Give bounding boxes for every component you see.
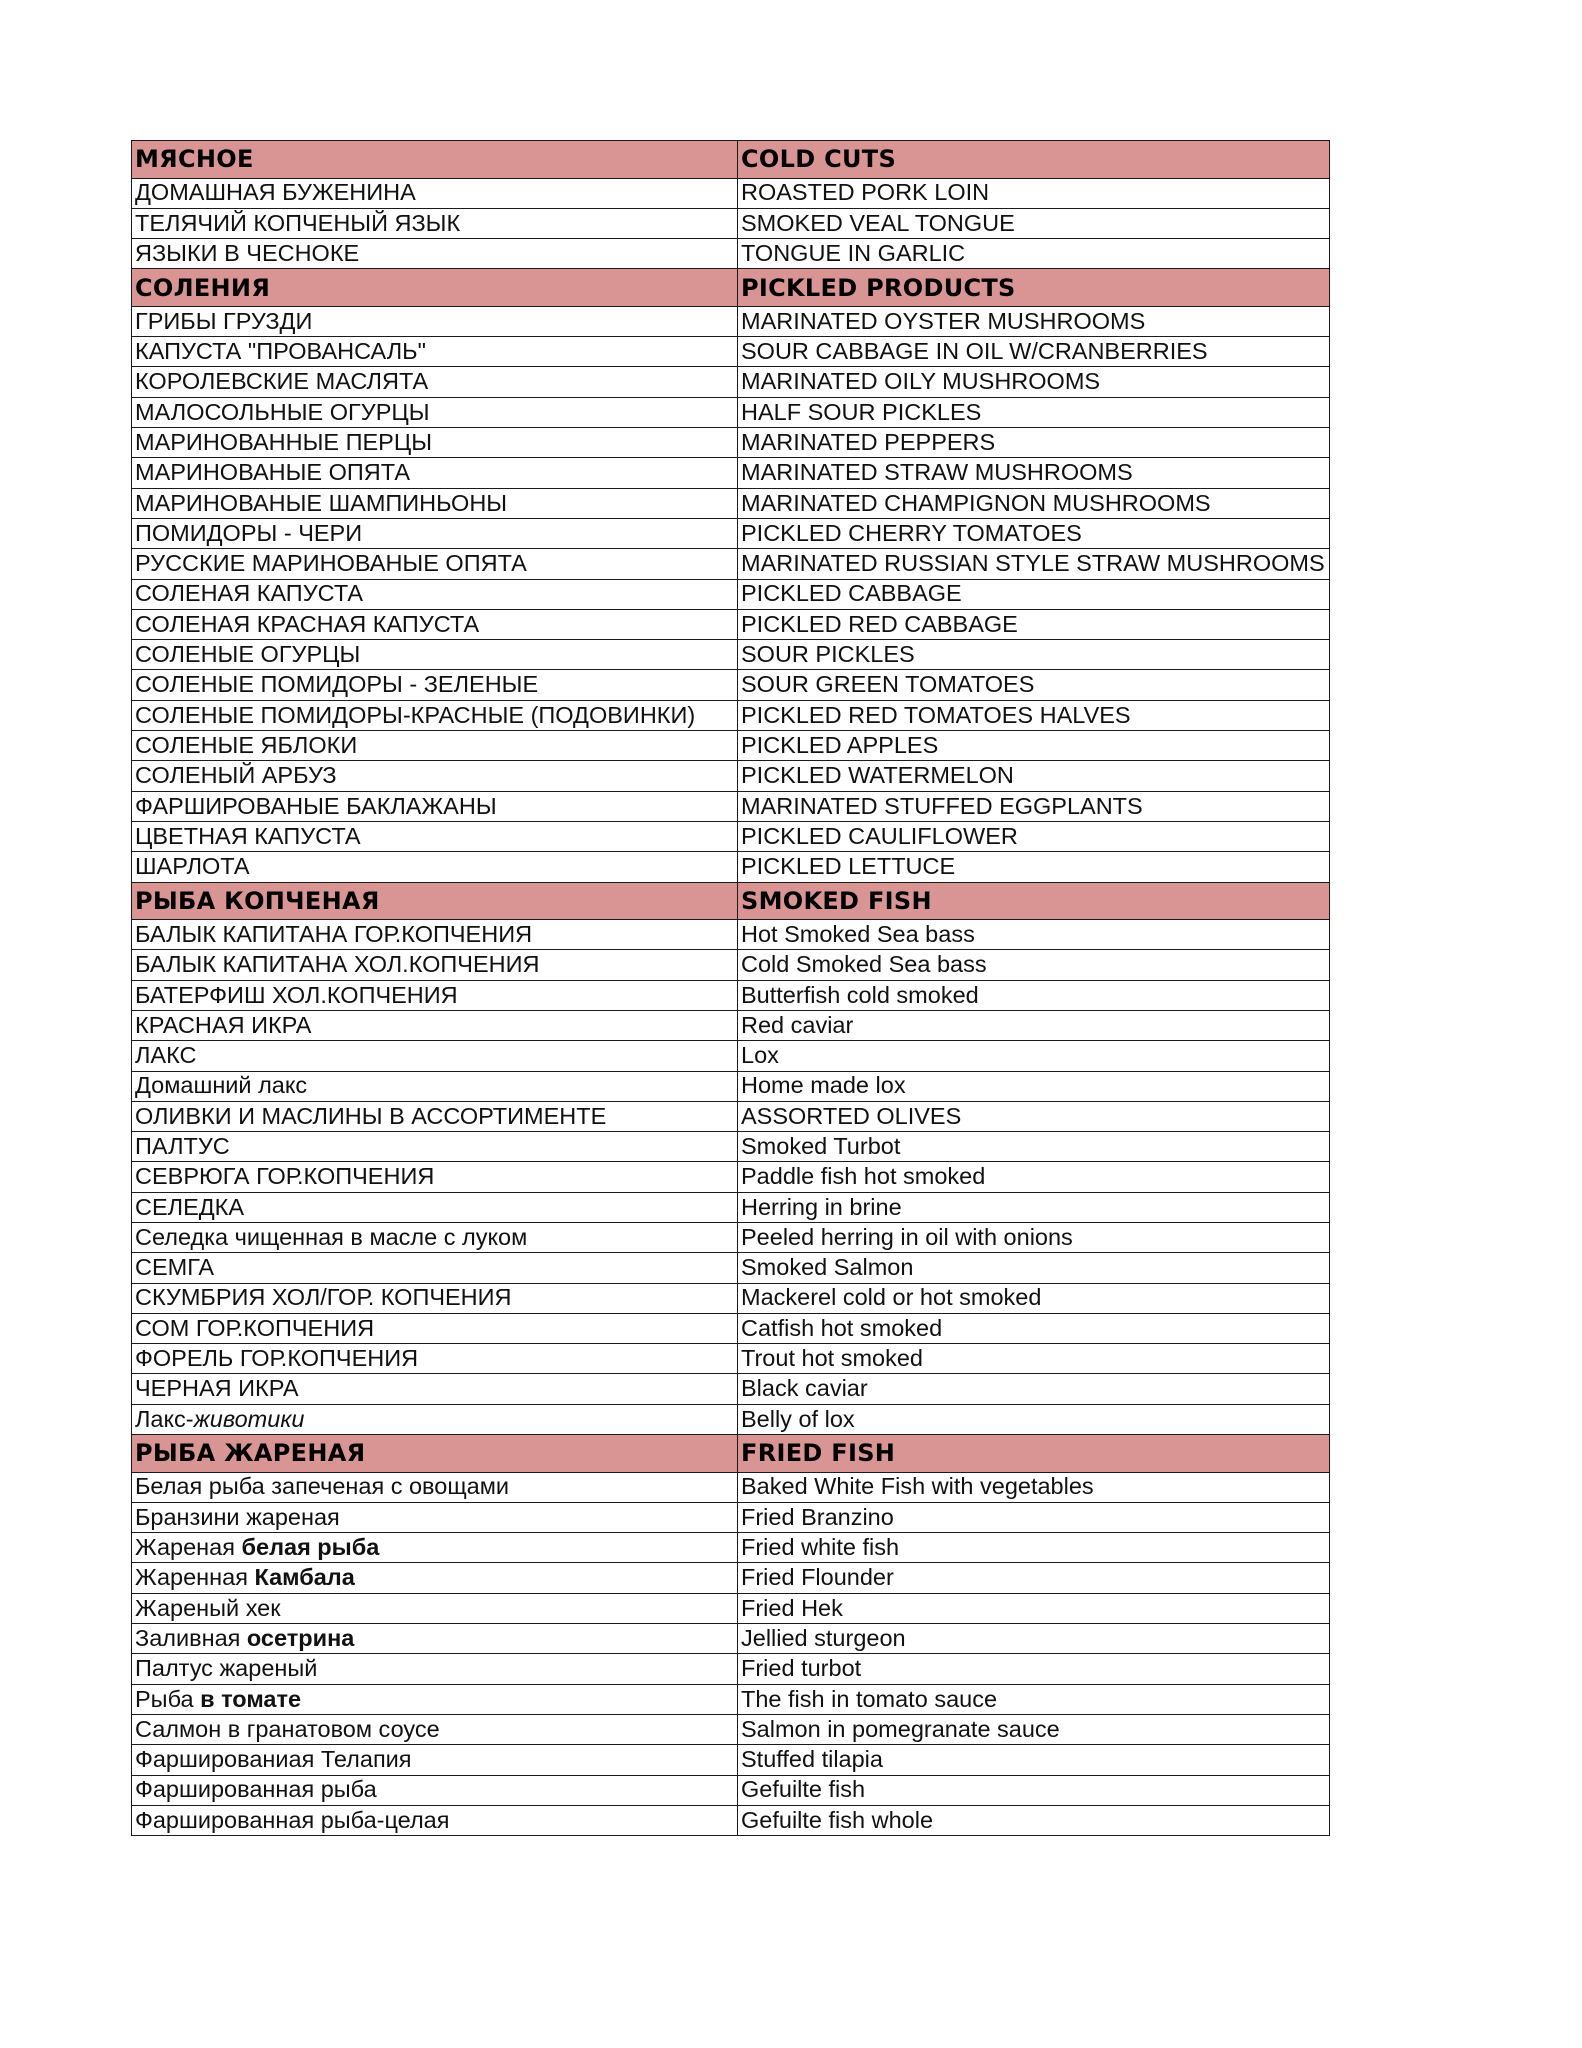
item-name-ru-segment: Салмон в гранатовом соусе — [135, 1715, 440, 1742]
item-name-en: Fried Hek — [738, 1593, 1330, 1623]
table-row — [132, 178, 1330, 208]
table-row — [132, 208, 1330, 238]
item-name-ru-segment: ПАЛТУС — [135, 1133, 230, 1159]
table-row — [132, 1374, 1330, 1404]
item-name-ru — [132, 821, 738, 851]
item-name-ru-segment: СОЛЕНАЯ КАПУСТА — [135, 580, 364, 607]
section-title-en: COLD CUTS — [738, 141, 1330, 179]
table-row — [132, 1684, 1330, 1714]
table-row — [132, 518, 1330, 548]
table-row — [132, 1533, 1330, 1563]
item-name-ru-segment: КОРОЛЕВСКИЕ МАСЛЯТА — [135, 368, 429, 395]
table-row — [132, 852, 1330, 882]
table-row — [132, 1101, 1330, 1131]
item-name-ru — [132, 1714, 738, 1744]
table-row — [132, 920, 1330, 950]
item-name-ru-segment: ЦВЕТНАЯ КАПУСТА — [135, 822, 361, 849]
item-name-ru — [132, 178, 738, 208]
item-name-ru — [132, 609, 738, 639]
table-row — [132, 1041, 1330, 1071]
item-name-en: Gefuilte fish — [738, 1775, 1330, 1805]
item-name-ru-segment: МАРИНОВАНЫЕ ШАМПИНЬОНЫ — [135, 489, 508, 516]
table-row — [132, 428, 1330, 458]
item-name-en: PICKLED RED TOMATOES HALVES — [738, 700, 1330, 730]
item-name-en: SOUR PICKLES — [738, 640, 1330, 670]
item-name-ru-segment: Палтус жареный — [135, 1655, 318, 1682]
table-row — [132, 367, 1330, 397]
item-name-en: Cold Smoked Sea bass — [738, 950, 1330, 980]
item-name-en: MARINATED STRAW MUSHROOMS — [738, 458, 1330, 488]
section-title-ru: РЫБА ЖАРЕНАЯ — [132, 1435, 738, 1473]
item-name-ru-segment: ЛАКС — [135, 1042, 197, 1069]
item-name-en: PICKLED CAULIFLOWER — [738, 821, 1330, 851]
item-name-en: Fried Branzino — [738, 1502, 1330, 1532]
item-name-ru-segment: Заливная — [135, 1624, 247, 1651]
table-row — [132, 1313, 1330, 1343]
item-name-en: Smoked Salmon — [738, 1253, 1330, 1283]
table-row — [132, 458, 1330, 488]
item-name-ru — [132, 208, 738, 238]
item-name-en: Home made lox — [738, 1071, 1330, 1101]
item-name-en: Gefuilte fish whole — [738, 1805, 1330, 1835]
item-name-en: Fried white fish — [738, 1533, 1330, 1563]
item-name-ru — [132, 1404, 738, 1434]
item-name-en: Peeled herring in oil with onions — [738, 1223, 1330, 1253]
section-title-en: FRIED FISH — [738, 1435, 1330, 1473]
item-name-ru — [132, 1374, 738, 1404]
item-name-ru — [132, 1533, 738, 1563]
item-name-ru — [132, 367, 738, 397]
item-name-ru — [132, 1502, 738, 1532]
table-row — [132, 821, 1330, 851]
table-row — [132, 731, 1330, 761]
item-name-en: HALF SOUR PICKLES — [738, 397, 1330, 427]
item-name-ru-segment: ТЕЛЯЧИЙ КОПЧЕНЫЙ ЯЗЫК — [135, 209, 461, 236]
item-name-en: PICKLED LETTUCE — [738, 852, 1330, 882]
item-name-ru-segment: Домашний лакс — [135, 1072, 308, 1099]
item-name-ru — [132, 488, 738, 518]
item-name-ru — [132, 1162, 738, 1192]
item-name-ru — [132, 1253, 738, 1283]
item-name-ru — [132, 428, 738, 458]
item-name-ru — [132, 1041, 738, 1071]
item-name-en: MARINATED OYSTER MUSHROOMS — [738, 306, 1330, 336]
item-name-ru — [132, 1132, 738, 1162]
section-title-en: PICKLED PRODUCTS — [738, 269, 1330, 307]
item-name-en: Black caviar — [738, 1374, 1330, 1404]
item-name-en: Catfish hot smoked — [738, 1313, 1330, 1343]
table-row — [132, 397, 1330, 427]
item-name-ru-segment: ЧЕРНАЯ ИКРА — [135, 1375, 299, 1402]
item-name-en: Jellied sturgeon — [738, 1624, 1330, 1654]
table-row — [132, 670, 1330, 700]
table-row — [132, 640, 1330, 670]
table-row — [132, 306, 1330, 336]
item-name-ru — [132, 1313, 738, 1343]
section-title-ru: СОЛЕНИЯ — [132, 269, 738, 307]
table-row — [132, 1472, 1330, 1502]
item-name-ru-segment: Камбала — [254, 1564, 355, 1591]
item-name-ru — [132, 670, 738, 700]
item-name-ru — [132, 239, 738, 269]
item-name-ru-segment: Жаренная — [135, 1564, 255, 1591]
item-name-ru-segment: Бранзини жареная — [135, 1503, 340, 1530]
table-row — [132, 1805, 1330, 1835]
item-name-en: Red caviar — [738, 1010, 1330, 1040]
item-name-ru-segment: СЕВРЮГА ГОР.КОПЧЕНИЯ — [135, 1163, 435, 1190]
item-name-ru — [132, 852, 738, 882]
table-row — [132, 549, 1330, 579]
item-name-ru-segment: СЕЛЕДКА — [135, 1193, 245, 1220]
item-name-ru-segment: Жареная — [135, 1534, 242, 1561]
item-name-ru-segment: СОЛЕНЫЙ АРБУЗ — [135, 762, 337, 789]
item-name-ru — [132, 1283, 738, 1313]
item-name-ru — [132, 458, 738, 488]
item-name-en: PICKLED RED CABBAGE — [738, 609, 1330, 639]
item-name-ru — [132, 640, 738, 670]
item-name-ru-segment: ПОМИДОРЫ - ЧЕРИ — [135, 519, 363, 546]
table-row — [132, 1714, 1330, 1744]
item-name-ru — [132, 1223, 738, 1253]
item-name-ru — [132, 1192, 738, 1222]
item-name-en: ROASTED PORK LOIN — [738, 178, 1330, 208]
section-title-en: SMOKED FISH — [738, 882, 1330, 920]
item-name-ru-segment: СОЛЕНАЯ КРАСНАЯ КАПУСТА — [135, 610, 480, 637]
item-name-ru-segment: Рыба — [135, 1685, 201, 1712]
table-row — [132, 761, 1330, 791]
item-name-ru-segment: в томате — [200, 1685, 302, 1712]
item-name-ru — [132, 397, 738, 427]
item-name-en: Belly of lox — [738, 1404, 1330, 1434]
item-name-ru — [132, 1472, 738, 1502]
table-row — [132, 1010, 1330, 1040]
item-name-en: PICKLED CHERRY TOMATOES — [738, 518, 1330, 548]
item-name-ru-segment: СКУМБРИЯ ХОЛ/ГОР. КОПЧЕНИЯ — [135, 1284, 512, 1311]
item-name-en: Fried Flounder — [738, 1563, 1330, 1593]
item-name-ru-segment: ОЛИВКИ И МАСЛИНЫ В АССОРТИМЕНТЕ — [135, 1102, 607, 1129]
section-title-ru: РЫБА КОПЧЕНАЯ — [132, 882, 738, 920]
table-row — [132, 700, 1330, 730]
item-name-ru-segment: СОЛЕНЫЕ ПОМИДОРЫ-КРАСНЫЕ (ПОДОВИНКИ) — [135, 701, 696, 728]
item-name-en: MARINATED PEPPERS — [738, 428, 1330, 458]
item-name-ru — [132, 920, 738, 950]
item-name-en: SOUR CABBAGE IN OIL W/CRANBERRIES — [738, 337, 1330, 367]
item-name-ru — [132, 980, 738, 1010]
item-name-en: Herring in brine — [738, 1192, 1330, 1222]
section-header-row — [132, 1435, 1330, 1473]
item-name-ru-segment: СОЛЕНЫЕ ЯБЛОКИ — [135, 731, 358, 758]
table-row — [132, 1563, 1330, 1593]
section-header-row — [132, 269, 1330, 307]
section-header-row — [132, 141, 1330, 179]
item-name-ru-segment: РУССКИЕ МАРИНОВАНЫЕ ОПЯТА — [135, 550, 527, 577]
item-name-ru — [132, 1775, 738, 1805]
item-name-ru — [132, 1805, 738, 1835]
item-name-ru — [132, 306, 738, 336]
table-row — [132, 1253, 1330, 1283]
item-name-ru-segment: КРАСНАЯ ИКРА — [135, 1011, 312, 1038]
item-name-en: TONGUE IN GARLIC — [738, 239, 1330, 269]
item-name-ru — [132, 549, 738, 579]
item-name-ru — [132, 1010, 738, 1040]
item-name-en: Paddle fish hot smoked — [738, 1162, 1330, 1192]
section-header-row — [132, 882, 1330, 920]
item-name-ru-segment: Фаршированиая Телапия — [135, 1746, 412, 1773]
item-name-ru-segment: СОМ ГОР.КОПЧЕНИЯ — [135, 1314, 375, 1341]
item-name-ru-segment: Фаршированная рыба — [135, 1776, 377, 1803]
table-row — [132, 337, 1330, 367]
item-name-ru-segment: БАЛЫК КАПИТАНА ХОЛ.КОПЧЕНИЯ — [135, 951, 540, 978]
item-name-ru-segment: ГРИБЫ ГРУЗДИ — [135, 307, 313, 334]
item-name-ru — [132, 1344, 738, 1374]
item-name-ru — [132, 791, 738, 821]
item-name-en: SMOKED VEAL TONGUE — [738, 208, 1330, 238]
table-row — [132, 1775, 1330, 1805]
table-row — [132, 1502, 1330, 1532]
item-name-ru-segment: СОЛЕНЫЕ ПОМИДОРЫ - ЗЕЛЕНЫЕ — [135, 671, 539, 698]
item-name-en: MARINATED CHAMPIGNON MUSHROOMS — [738, 488, 1330, 518]
item-name-en: Trout hot smoked — [738, 1344, 1330, 1374]
item-name-ru — [132, 1745, 738, 1775]
item-name-ru-segment: БАЛЫК КАПИТАНА ГОР.КОПЧЕНИЯ — [135, 920, 533, 947]
table-row — [132, 488, 1330, 518]
item-name-ru — [132, 1071, 738, 1101]
item-name-ru — [132, 1563, 738, 1593]
item-name-en: The fish in tomato sauce — [738, 1684, 1330, 1714]
item-name-ru-segment: ФОРЕЛЬ ГОР.КОПЧЕНИЯ — [135, 1345, 419, 1372]
item-name-en: Smoked Turbot — [738, 1132, 1330, 1162]
table-row — [132, 1223, 1330, 1253]
item-name-ru — [132, 700, 738, 730]
item-name-en: Stuffed tilapia — [738, 1745, 1330, 1775]
section-title-ru: МЯСНОЕ — [132, 141, 738, 179]
item-name-en: Baked White Fish with vegetables — [738, 1472, 1330, 1502]
table-row — [132, 1283, 1330, 1313]
item-name-ru — [132, 518, 738, 548]
item-name-ru-segment: МАРИНОВАННЫЕ ПЕРЦЫ — [135, 428, 433, 455]
item-name-en: MARINATED OILY MUSHROOMS — [738, 367, 1330, 397]
item-name-en: Lox — [738, 1041, 1330, 1071]
table-row — [132, 1654, 1330, 1684]
table-row — [132, 980, 1330, 1010]
item-name-en: PICKLED CABBAGE — [738, 579, 1330, 609]
item-name-en: PICKLED APPLES — [738, 731, 1330, 761]
item-name-ru — [132, 731, 738, 761]
item-name-ru-segment: белая рыба — [241, 1534, 380, 1561]
item-name-en: MARINATED RUSSIAN STYLE STRAW MUSHROOMS — [738, 549, 1330, 579]
item-name-ru — [132, 1593, 738, 1623]
table-row — [132, 1162, 1330, 1192]
item-name-ru-segment: осетрина — [246, 1624, 355, 1651]
item-name-ru-segment: ФАРШИРОВАНЫЕ БАКЛАЖАНЫ — [135, 792, 497, 819]
item-name-ru-segment: СЕМГА — [135, 1254, 215, 1281]
table-row — [132, 1624, 1330, 1654]
table-row — [132, 609, 1330, 639]
item-name-ru-segment: МАРИНОВАНЫЕ ОПЯТА — [135, 459, 411, 486]
item-name-en: MARINATED STUFFED EGGPLANTS — [738, 791, 1330, 821]
table-row — [132, 1132, 1330, 1162]
item-name-ru-segment: Лакс- — [135, 1405, 194, 1432]
item-name-ru — [132, 579, 738, 609]
item-name-ru — [132, 761, 738, 791]
table-row — [132, 791, 1330, 821]
item-name-ru — [132, 337, 738, 367]
item-name-en: PICKLED WATERMELON — [738, 761, 1330, 791]
item-name-ru — [132, 1624, 738, 1654]
item-name-en: Mackerel cold or hot smoked — [738, 1283, 1330, 1313]
item-name-ru-segment: Белая рыба запеченая с овощами — [135, 1473, 510, 1500]
table-row — [132, 950, 1330, 980]
item-name-en: Fried turbot — [738, 1654, 1330, 1684]
item-name-ru — [132, 950, 738, 980]
table-row — [132, 1745, 1330, 1775]
item-name-ru — [132, 1684, 738, 1714]
menu-body — [132, 141, 1330, 1836]
item-name-ru-segment: БАТЕРФИШ ХОЛ.КОПЧЕНИЯ — [135, 981, 458, 1008]
table-row — [132, 239, 1330, 269]
item-name-ru-segment: ЯЗЫКИ В ЧЕСНОКЕ — [135, 239, 360, 266]
item-name-ru-segment: ШАРЛОТА — [135, 853, 250, 880]
item-name-ru-segment: Селедка чищенная в масле с луком — [135, 1223, 528, 1250]
table-row — [132, 1071, 1330, 1101]
item-name-en: Hot Smoked Sea bass — [738, 920, 1330, 950]
item-name-ru-segment: СОЛЕНЫЕ ОГУРЦЫ — [135, 641, 361, 668]
item-name-ru — [132, 1101, 738, 1131]
item-name-en: SOUR GREEN TOMATOES — [738, 670, 1330, 700]
table-row — [132, 1344, 1330, 1374]
item-name-en: Butterfish cold smoked — [738, 980, 1330, 1010]
item-name-ru-segment: МАЛОСОЛЬНЫЕ ОГУРЦЫ — [135, 398, 430, 425]
table-row — [132, 579, 1330, 609]
menu-table — [131, 140, 1330, 1836]
item-name-ru-segment: КАПУСТА "ПРОВАНСАЛЬ" — [135, 338, 426, 365]
table-row — [132, 1192, 1330, 1222]
item-name-ru-segment: животики — [193, 1405, 305, 1432]
item-name-ru — [132, 1654, 738, 1684]
item-name-ru-segment: ДОМАШНАЯ БУЖЕНИНА — [135, 179, 416, 206]
item-name-ru-segment: Жареный хек — [135, 1594, 281, 1621]
table-row — [132, 1593, 1330, 1623]
item-name-en: Salmon in pomegranate sauce — [738, 1714, 1330, 1744]
table-row — [132, 1404, 1330, 1434]
item-name-en: ASSORTED OLIVES — [738, 1101, 1330, 1131]
item-name-ru-segment: Фаршированная рыба-целая — [135, 1806, 450, 1833]
